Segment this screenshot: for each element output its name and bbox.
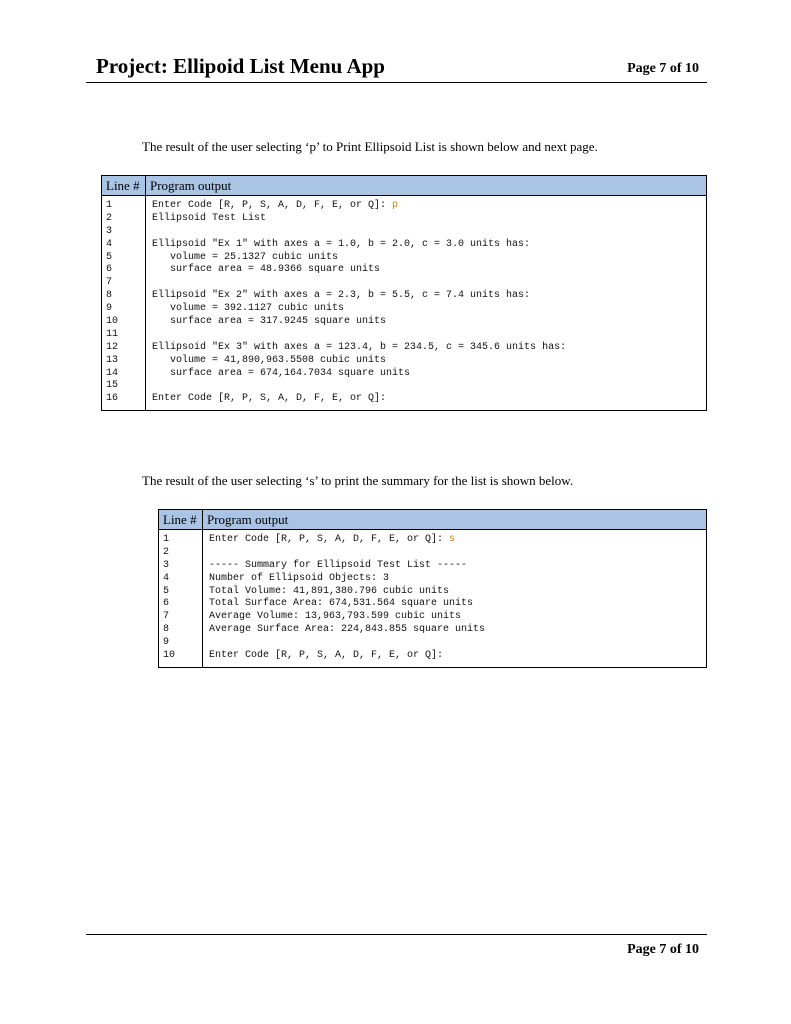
output-line [152, 239, 700, 252]
line-number: 5 [163, 585, 170, 597]
line-number: 11 [106, 328, 119, 340]
output-line [152, 355, 700, 368]
table-body-row [159, 530, 707, 668]
intro-paragraph-print: The result of the user selecting ‘p’ to Print Ellipsoid List is shown below and next page. [142, 139, 598, 154]
output-line [152, 303, 700, 316]
line-number: 9 [106, 303, 113, 315]
output-line [152, 213, 700, 226]
line-number: 4 [106, 238, 113, 250]
output-line-text: volume = 41,890,963.5508 cubic units [152, 354, 387, 366]
output-line [209, 534, 700, 547]
program-output-header: Program output [203, 510, 707, 530]
output-line-text: Ellipsoid "Ex 3" with axes a = 123.4, b = 234.5, c = 345.6 units has: [152, 341, 567, 353]
output-line [152, 290, 700, 303]
output-line-text: Enter Code [R, P, S, A, D, F, E, or Q]: [152, 200, 393, 211]
output-line-text: ----- Summary for Ellipsoid Test List ----- [209, 559, 468, 571]
output-line-text: Enter Code [R, P, S, A, D, F, E, or Q]: [209, 534, 450, 545]
line-number: 9 [163, 637, 170, 649]
output-line-text: Enter Code [R, P, S, A, D, F, E, or Q]: [209, 650, 444, 662]
line-number: 7 [163, 611, 170, 623]
output-line [152, 226, 700, 239]
print-output-table [101, 175, 707, 411]
output-line [152, 264, 700, 277]
output-line [209, 637, 700, 650]
table-header-row [102, 176, 707, 196]
user-input-text: s [449, 534, 456, 545]
output-line-text: Enter Code [R, P, S, A, D, F, E, or Q]: [152, 393, 387, 405]
line-number: 2 [163, 546, 170, 558]
line-numbers-cell [159, 530, 203, 668]
line-number: 6 [106, 264, 113, 276]
program-output-header: Program output [146, 176, 707, 196]
line-number: 10 [106, 316, 119, 328]
output-line [209, 650, 700, 663]
line-number: 16 [106, 393, 119, 405]
output-line-text: Average Volume: 13,963,793.599 cubic units [209, 611, 462, 623]
output-line [209, 586, 700, 599]
output-line-text: surface area = 48.9366 square units [152, 264, 381, 276]
output-line-text: volume = 392.1127 cubic units [152, 303, 345, 315]
line-number: 5 [106, 251, 113, 263]
footer-page-number: Page 7 of 10 [627, 942, 699, 957]
header-page-number: Page 7 of 10 [627, 61, 699, 76]
summary-output-table [158, 509, 707, 668]
line-number: 1 [163, 534, 170, 545]
output-line [209, 624, 700, 637]
output-line [209, 598, 700, 611]
header-divider [86, 82, 707, 83]
line-number: 12 [106, 341, 119, 353]
line-number: 3 [163, 559, 170, 571]
line-number-header: Line # [102, 176, 146, 196]
line-number-header: Line # [159, 510, 203, 530]
output-line [152, 277, 700, 290]
output-line-text: surface area = 674,164.7034 square units [152, 367, 411, 379]
line-number: 8 [106, 290, 113, 302]
table-body-row [102, 196, 707, 411]
output-line [152, 329, 700, 342]
output-line-text: Ellipsoid "Ex 2" with axes a = 2.3, b = 5.5, c = 7.4 units has: [152, 290, 531, 302]
output-line [152, 380, 700, 393]
line-number: 1 [106, 200, 113, 211]
program-output-cell [146, 196, 707, 411]
output-line-text: Average Surface Area: 224,843.855 square units [209, 624, 486, 636]
output-line [152, 252, 700, 265]
output-line [152, 368, 700, 381]
output-line [209, 573, 700, 586]
line-number: 15 [106, 380, 119, 392]
document-title: Project: Ellipoid List Menu App [96, 54, 385, 78]
line-number: 3 [106, 225, 113, 237]
footer-divider [86, 934, 707, 935]
output-line-text: Total Volume: 41,891,380.796 cubic units [209, 585, 450, 597]
line-number: 13 [106, 354, 119, 366]
user-input-text: p [392, 200, 399, 211]
line-number: 6 [163, 598, 170, 610]
program-output-cell [203, 530, 707, 668]
output-line-text: Total Surface Area: 674,531.564 square units [209, 598, 474, 610]
output-line-text: Ellipsoid Test List [152, 212, 267, 224]
table-header-row [159, 510, 707, 530]
output-line-text: Number of Ellipsoid Objects: 3 [209, 572, 390, 584]
output-line-text: Ellipsoid "Ex 1" with axes a = 1.0, b = 2.0, c = 3.0 units has: [152, 238, 531, 250]
output-line [209, 560, 700, 573]
line-number: 4 [163, 572, 170, 584]
line-number: 7 [106, 277, 113, 289]
intro-paragraph-summary: The result of the user selecting ‘s’ to print the summary for the list is shown below. [142, 473, 574, 488]
line-number: 14 [106, 367, 119, 379]
line-numbers-cell [102, 196, 146, 411]
output-line [209, 547, 700, 560]
line-number: 10 [163, 650, 176, 662]
output-line-text: volume = 25.1327 cubic units [152, 251, 339, 263]
line-number: 8 [163, 624, 170, 636]
output-line [152, 393, 700, 406]
output-line [209, 611, 700, 624]
output-line [152, 342, 700, 355]
output-line-text: surface area = 317.9245 square units [152, 316, 387, 328]
output-line [152, 200, 700, 213]
output-line [152, 316, 700, 329]
line-number: 2 [106, 212, 113, 224]
